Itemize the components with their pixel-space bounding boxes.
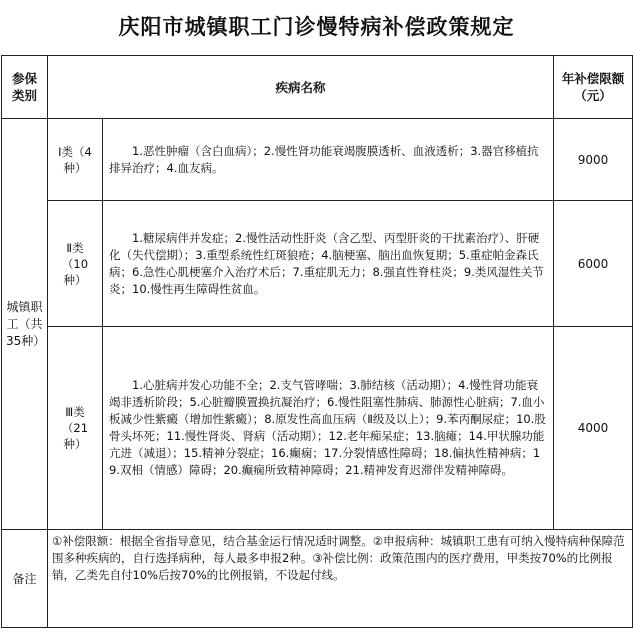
- document-title: 庆阳市城镇职工门诊慢特病补偿政策规定: [118, 14, 515, 39]
- annual-limit-value: 6000: [554, 201, 633, 327]
- disease-list: 1.糖尿病伴并发症；2.慢性活动性肝炎（含乙型、丙型肝炎的干扰素治疗）、肝硬化（失代偿期）；3.重型系统性红斑狼疮；4.脑梗塞、脑出血恢复期；5.重症帕金森氏病；6.急性心肌梗塞介入治疗术后；7.重症肌无力；8.强直性脊柱炎；9.类风湿性关节炎；10.慢性再生障碍性贫血。: [103, 201, 554, 327]
- insurance-group-cell: 城镇职工（共35种）: [2, 119, 48, 530]
- table-row-category-1: [2, 119, 633, 201]
- category-name: Ⅰ类（4种）: [48, 119, 103, 201]
- disease-list: 1.恶性肿瘤（含白血病）；2.慢性肾功能衰竭腹膜透析、血液透析；3.器官移植抗排异治疗；4.血友病。: [103, 119, 554, 201]
- annual-limit-value: 9000: [554, 119, 633, 201]
- annual-limit-value: 4000: [554, 327, 633, 530]
- category-name: Ⅱ类（10种）: [48, 201, 103, 327]
- remarks-label: 备注: [2, 530, 48, 628]
- table-row-category-2: [2, 201, 633, 327]
- header-insurance-type: 参保类别: [2, 56, 48, 119]
- remarks-text: ①补偿限额：根据全省指导意见，结合基金运行情况适时调整。②申报病种：城镇职工患有可纳入慢特病种保障范围多种疾病的，自行选择病种，每人最多申报2种。③补偿比例：政策范围内的医疗费用，甲类按70%的比例报销，乙类先自付10%后按70%的比例报销，不设起付线。: [48, 530, 633, 628]
- category-name: Ⅲ类（21种）: [48, 327, 103, 530]
- table-row-remarks: [2, 530, 633, 628]
- header-annual-limit: 年补偿限额（元）: [554, 56, 633, 119]
- policy-table: [1, 55, 633, 628]
- table-header-row: [2, 56, 633, 119]
- header-disease-name: 疾病名称: [48, 56, 554, 119]
- table-row-category-3: [2, 327, 633, 530]
- disease-list: 1.心脏病并发心功能不全；2.支气管哮喘；3.肺结核（活动期）；4.慢性肾功能衰竭非透析阶段；5.心脏瓣膜置换抗凝治疗；6.慢性阻塞性肺病、肺源性心脏病；7.血小板减少性紫癜（增加性紫癜）；8.原发性高血压病（Ⅱ级及以上）；9.苯丙酮尿症；10.股骨头坏死；11.慢性肾炎、肾病（活动期）；12.老年痴呆症；13.脑瘫；14.甲状腺功能亢进（减退）；15.精神分裂症；16.癫痫；17.分裂情感性障碍；18.偏执性精神病；19.双相（情感）障碍；20.癫痫所致精神障碍；21.精神发育迟滞伴发精神障碍。: [103, 327, 554, 530]
